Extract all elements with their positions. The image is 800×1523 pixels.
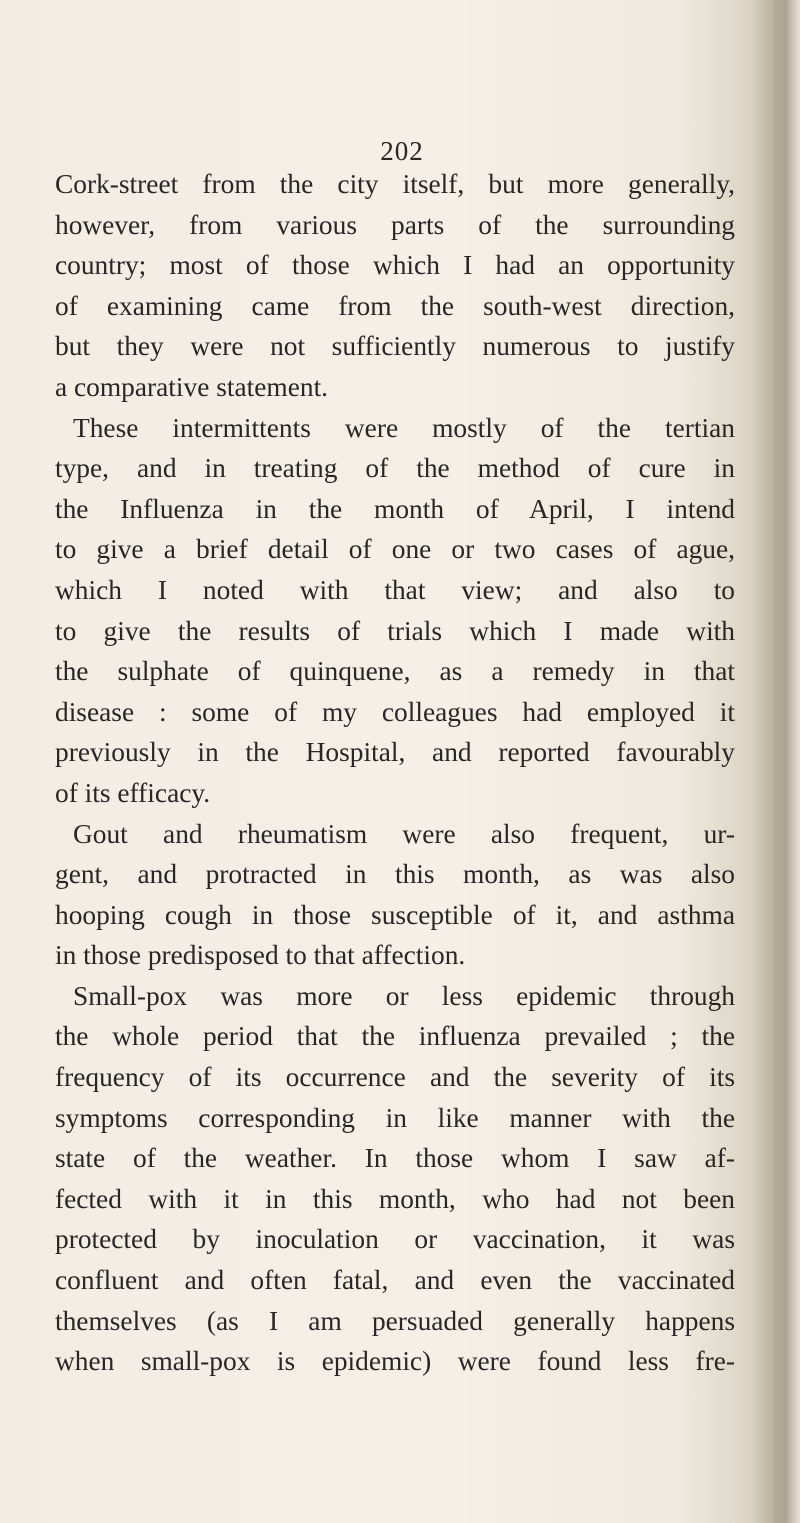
text-line: protected by inoculation or vaccination, it was [55,1224,735,1255]
text-line: the whole period that the influenza prevailed ; the [55,1021,735,1052]
text-line: Small-pox was more or less epidemic through [73,980,735,1011]
text-line: Gout and rheumatism were also frequent, ur- [73,818,735,849]
text-line: a comparative statement. [55,371,329,402]
text-line: country; most of those which I had an opportunity [55,250,735,281]
text-line: confluent and often fatal, and even the vaccinated [55,1265,735,1296]
text-line: the Influenza in the month of April, I intend [55,493,735,524]
text-line: type, and in treating of the method of cure in [55,453,735,484]
text-line: of its efficacy. [55,777,211,808]
text-line: which I noted with that view; and also to [55,574,735,605]
text-line: previously in the Hospital, and reported favourably [55,737,735,768]
page-number: 202 [380,136,424,166]
text-line: frequency of its occurrence and the severity of its [55,1062,735,1093]
text-line: when small-pox is epidemic) were found less fre- [55,1346,735,1377]
text-line: gent, and protracted in this month, as was also [55,859,735,890]
text-line: themselves (as I am persuaded generally happens [55,1305,735,1336]
text-line: hooping cough in those susceptible of it, and asthma [55,899,735,930]
text-line: the sulphate of quinquene, as a remedy in that [55,656,735,687]
text-line: to give the results of trials which I made with [55,615,735,646]
text-line: however, from various parts of the surrounding [55,209,735,240]
text-line: of examining came from the south-west direction, [55,290,735,321]
text-line: state of the weather. In those whom I saw af- [55,1143,735,1174]
text-line: in those predisposed to that affection. [55,940,466,971]
text-line: fected with it in this month, who had not been [55,1183,735,1214]
text-line: symptoms corresponding in like manner with the [55,1102,735,1133]
text-line: but they were not sufficiently numerous to justify [55,331,735,362]
text-line: These intermittents were mostly of the tertian [73,412,735,443]
text-line: Cork-street from the city itself, but more generally, [55,169,735,199]
text-line: disease : some of my colleagues had employed it [55,696,735,727]
text-line: to give a brief detail of one or two cases of ague, [55,534,735,565]
body-text [55,164,735,1382]
page-binding-edge [752,0,800,1523]
